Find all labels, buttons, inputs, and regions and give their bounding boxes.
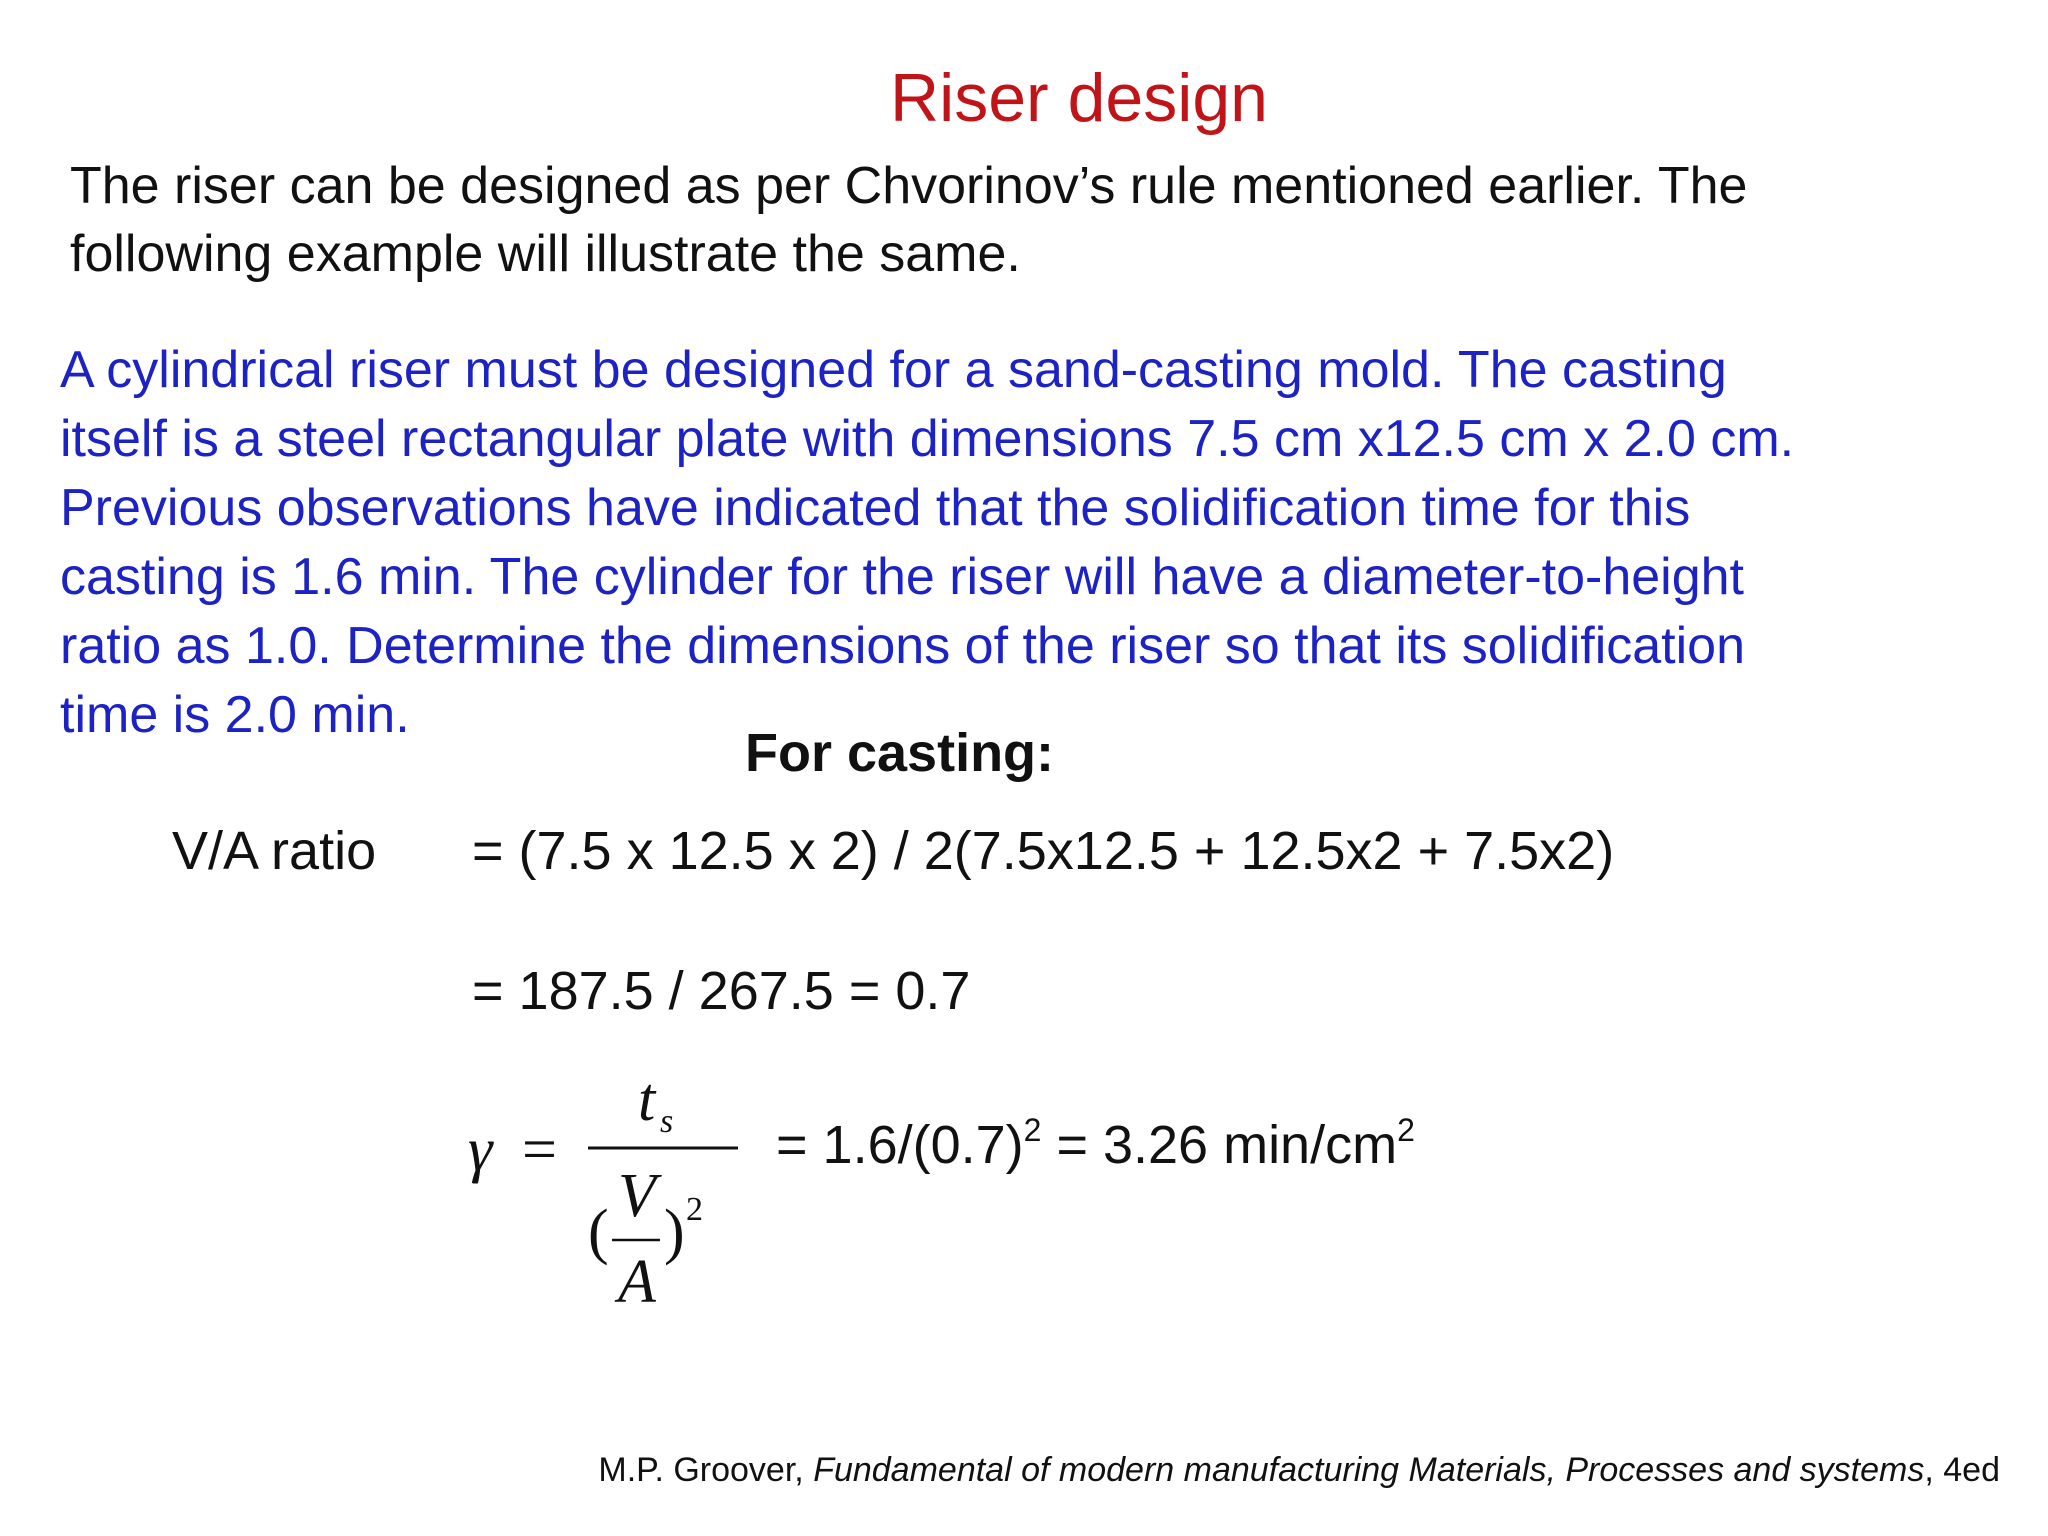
formula-gamma: γ [468, 1116, 493, 1184]
problem-statement [60, 336, 2020, 750]
mold-constant-formula [460, 1060, 760, 1340]
intro-line: The riser can be designed as per Chvorinov’s rule mentioned earlier. The [70, 157, 1748, 215]
mold-constant-result [776, 1112, 1415, 1178]
problem-line: ratio as 1.0. Determine the dimensions of the riser so that its solidification [60, 617, 1746, 675]
intro-paragraph [70, 152, 1990, 288]
va-ratio-equation: = (7.5 x 12.5 x 2) / 2(7.5x12.5 + 12.5x2 + 7.5x2) [472, 821, 1615, 881]
problem-line: itself is a steel rectangular plate with dimensions 7.5 cm x12.5 cm x 2.0 cm. [60, 410, 1795, 468]
mold-constant-exponent: 2 [1023, 1112, 1042, 1148]
formula-numerator: t [638, 1066, 656, 1134]
problem-line: A cylindrical riser must be designed for a sand-casting mold. The casting [60, 341, 1727, 399]
formula-a: A [618, 1248, 656, 1316]
problem-line: casting is 1.6 min. The cylinder for the riser will have a diameter-to-height [60, 548, 1745, 606]
formula-close-paren: ) [664, 1198, 685, 1266]
slide-title: Riser design [890, 60, 1268, 136]
problem-line: Previous observations have indicated that the solidification time for this [60, 479, 1691, 537]
citation-work: Fundamental of modern manufacturing Materials, Processes and systems [813, 1451, 1925, 1489]
citation-edition: , 4ed [1924, 1451, 2000, 1489]
citation [598, 1448, 2000, 1492]
mold-constant-expression: = 1.6/(0.7) [776, 1115, 1024, 1175]
for-casting-heading: For casting: [745, 723, 1055, 783]
formula-equals: = [522, 1116, 557, 1184]
formula-open-paren: ( [588, 1198, 609, 1266]
mold-constant-unit-exponent: 2 [1397, 1112, 1415, 1148]
va-ratio-label: V/A ratio [172, 821, 377, 881]
formula-exponent: 2 [686, 1191, 703, 1228]
citation-author: M.P. Groover, [598, 1451, 814, 1489]
va-ratio-result: = 187.5 / 267.5 = 0.7 [472, 961, 971, 1021]
problem-line: time is 2.0 min. [60, 686, 410, 744]
formula-numerator-subscript: s [660, 1103, 674, 1140]
formula-v: V [618, 1162, 656, 1230]
intro-line: following example will illustrate the same. [70, 225, 1021, 283]
mold-constant-value: = 3.26 min/cm [1041, 1115, 1398, 1175]
